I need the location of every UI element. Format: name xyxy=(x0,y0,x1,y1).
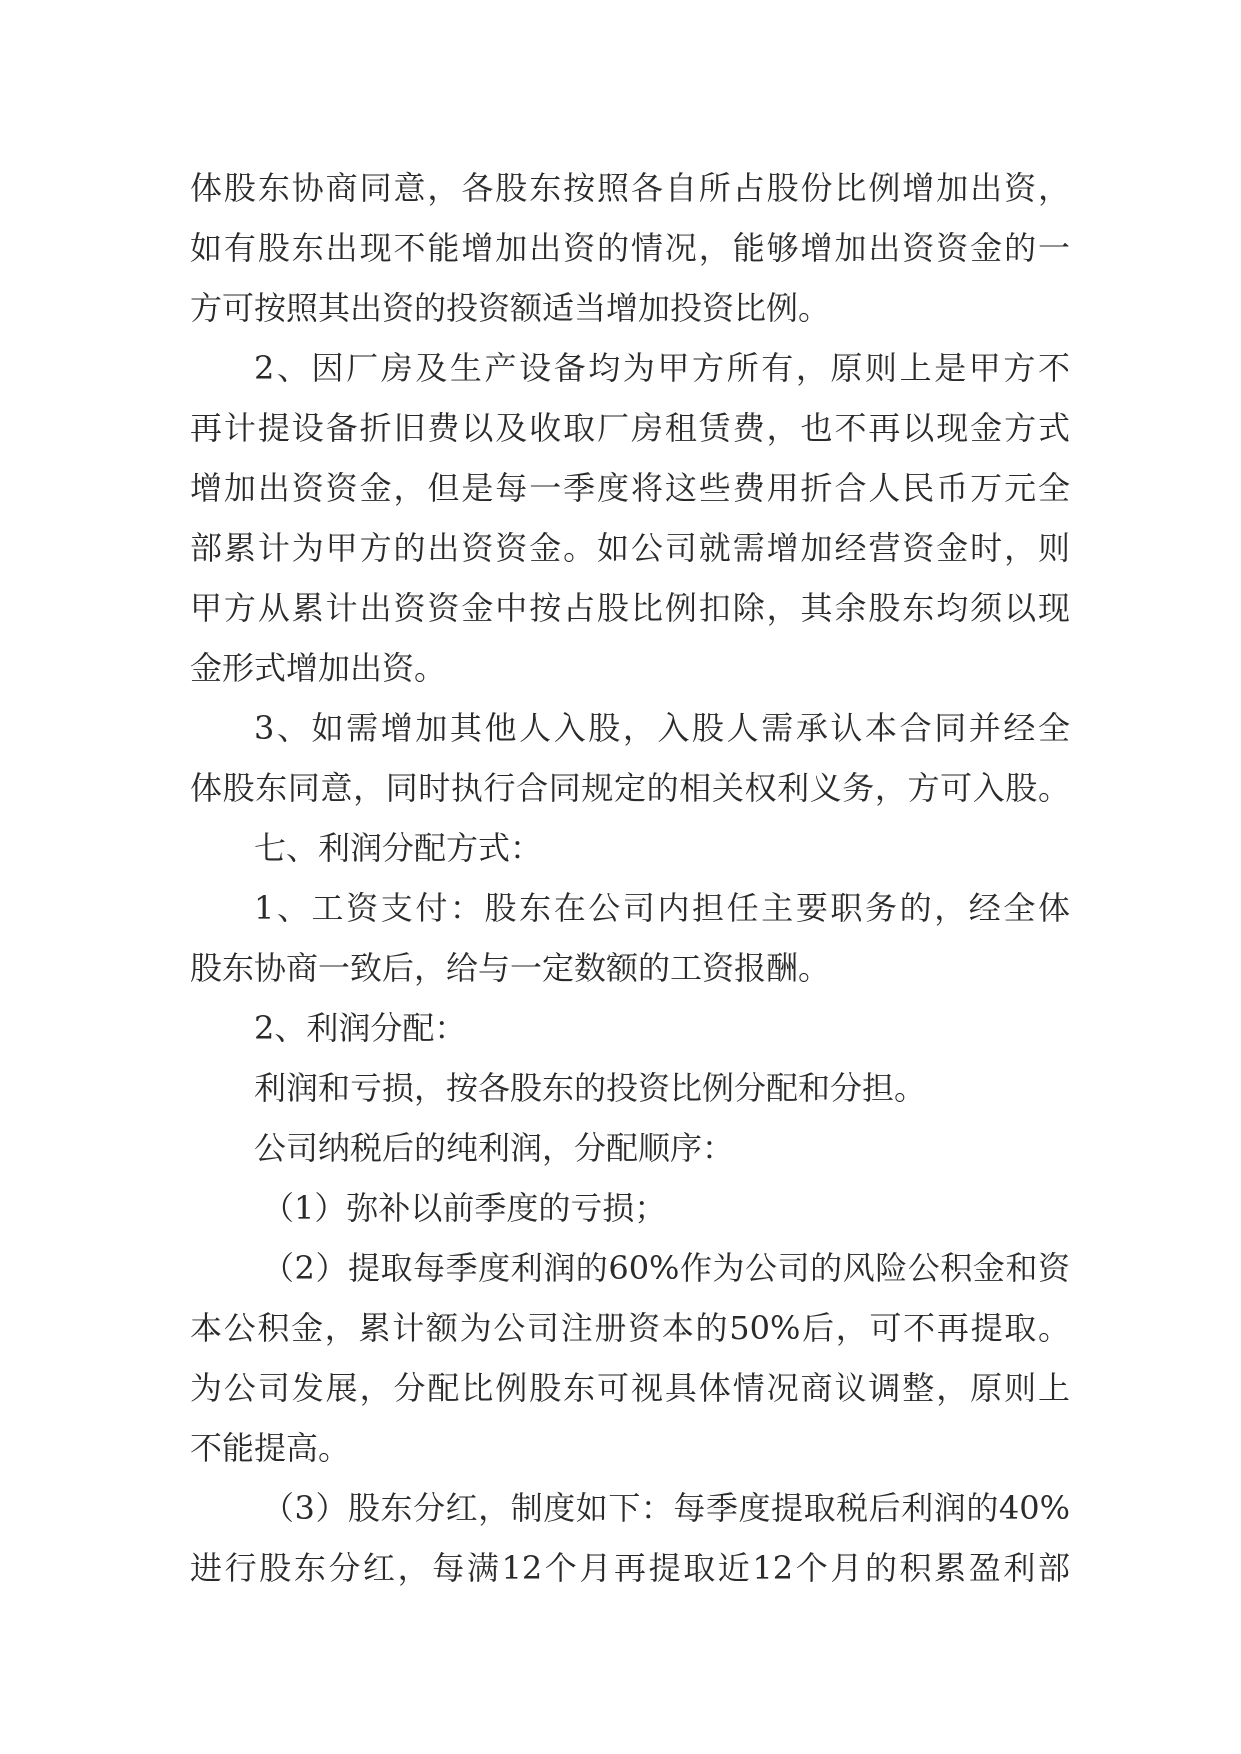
text-line: （3）股东分红，制度如下：每季度提取税后利润的40% xyxy=(262,1489,1070,1527)
section-heading: 七、利润分配方式： xyxy=(254,829,543,867)
text-line: （1）弥补以前季度的亏损； xyxy=(262,1189,667,1227)
text-line: （2）提取每季度利润的60%作为公司的风险公积金和资 xyxy=(262,1249,1070,1287)
text-line: 为公司发展，分配比例股东可视具体情况商议调整，原则上 xyxy=(190,1369,1070,1407)
text-line: 2、因厂房及生产设备均为甲方所有，原则上是甲方不 xyxy=(254,349,1070,387)
text-line: 增加出资资金，但是每一季度将这些费用折合人民币万元全 xyxy=(190,469,1070,507)
text-line: 2、利润分配： xyxy=(254,1009,467,1047)
text-line: 本公积金，累计额为公司注册资本的50%后，可不再提取。 xyxy=(190,1309,1070,1347)
text-line: 方可按照其出资的投资额适当增加投资比例。 xyxy=(190,289,831,327)
text-line: 公司纳税后的纯利润，分配顺序： xyxy=(254,1129,735,1167)
text-line: 体股东同意，同时执行合同规定的相关权利义务，方可入股。 xyxy=(190,769,1070,807)
text-line: 金形式增加出资。 xyxy=(190,649,447,687)
text-line: 不能提高。 xyxy=(190,1429,351,1467)
text-line: 股东协商一致后，给与一定数额的工资报酬。 xyxy=(190,949,831,987)
text-line: 1、工资支付：股东在公司内担任主要职务的，经全体 xyxy=(254,889,1070,927)
text-line: 体股东协商同意，各股东按照各自所占股份比例增加出资， xyxy=(190,169,1070,207)
text-line: 进行股东分红，每满12个月再提取近12个月的积累盈利部 xyxy=(190,1549,1070,1587)
text-line: 再计提设备折旧费以及收取厂房租赁费，也不再以现金方式 xyxy=(190,409,1070,447)
text-line: 甲方从累计出资资金中按占股比例扣除，其余股东均须以现 xyxy=(190,589,1070,627)
text-line: 部累计为甲方的出资资金。如公司就需增加经营资金时，则 xyxy=(190,529,1070,567)
text-line: 如有股东出现不能增加出资的情况，能够增加出资资金的一 xyxy=(190,229,1070,267)
text-line: 利润和亏损，按各股东的投资比例分配和分担。 xyxy=(254,1069,927,1107)
text-line: 3、如需增加其他人入股，入股人需承认本合同并经全 xyxy=(254,709,1070,747)
